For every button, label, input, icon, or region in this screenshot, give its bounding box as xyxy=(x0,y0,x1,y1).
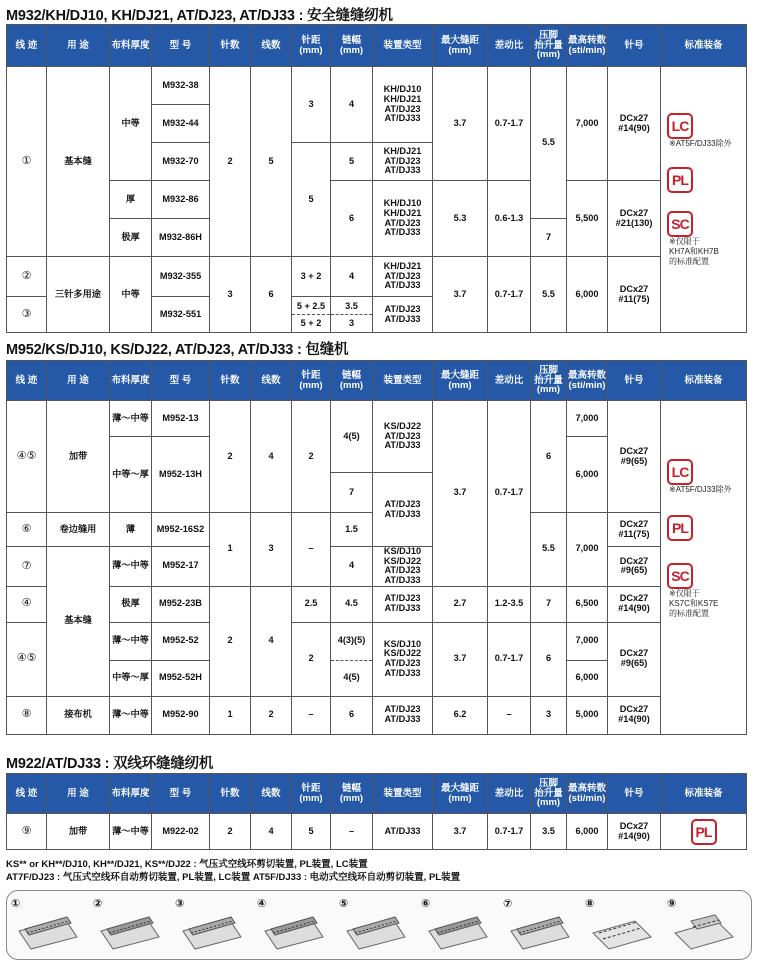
device-cell: AT/DJ23 AT/DJ33 xyxy=(373,473,433,547)
model-cell: M952-52H xyxy=(152,660,210,696)
th-trace: 线 迹 xyxy=(7,774,47,814)
threads-cell: 4 xyxy=(251,814,292,850)
needle-cell: DCx27 #21(130) xyxy=(608,181,661,257)
diff-cell: 0.7-1.7 xyxy=(488,67,531,181)
stitch-illustration xyxy=(585,897,655,955)
fabric-cell: 薄～中等 xyxy=(110,547,152,587)
width-cell: 6 xyxy=(331,181,373,257)
needle-cell: DCx27 #9(65) xyxy=(608,401,661,513)
width-cell: 1.5 xyxy=(331,513,373,547)
th-fabric: 布料厚度 xyxy=(110,774,152,814)
needles-cell: 2 xyxy=(210,67,251,257)
stitch-number: ⑥ xyxy=(421,898,431,910)
max-stitch-cell: 2.7 xyxy=(433,586,488,622)
stitch-len-cell xyxy=(292,297,331,333)
stitch-number: ④ xyxy=(257,898,267,910)
model-cell: M932-355 xyxy=(152,257,210,297)
fabric-cell: 薄 xyxy=(110,513,152,547)
needles-cell: 1 xyxy=(210,513,251,587)
header-row xyxy=(7,361,747,401)
std-equipment-cell xyxy=(661,401,747,735)
use-cell: 加带 xyxy=(47,814,110,850)
th-std: 标准装备 xyxy=(661,774,747,814)
th-model: 型 号 xyxy=(152,25,210,67)
th-speed: 最高转数 (sti/min) xyxy=(567,25,608,67)
stitch-illustration xyxy=(11,897,81,955)
width-cell: 4 xyxy=(331,547,373,587)
th-use: 用 途 xyxy=(47,25,110,67)
th-stitch-len: 针距 (mm) xyxy=(292,774,331,814)
stitch-illustration xyxy=(339,897,409,955)
stitch-number: ⑧ xyxy=(585,898,595,910)
width-cell: 4(3)(5) xyxy=(331,622,373,660)
trace-cell: ⑥ xyxy=(7,513,47,547)
diff-cell: 0.7-1.7 xyxy=(488,814,531,850)
fabric-cell: 薄～中等 xyxy=(110,401,152,437)
sc-note: ※仅限于 KH7A和KH7B 的标准配置 xyxy=(669,237,719,266)
stitch-fabric-icon xyxy=(589,903,655,955)
needle-cell: DCx27 #9(65) xyxy=(608,622,661,696)
stitch-number: ⑦ xyxy=(503,898,513,910)
stitch-illustration xyxy=(175,897,245,955)
pl-badge-icon: PL xyxy=(667,515,693,541)
max-stitch-cell: 3.7 xyxy=(433,257,488,333)
th-fabric: 布料厚度 xyxy=(110,25,152,67)
max-stitch-cell: 3.7 xyxy=(433,814,488,850)
th-width: 链幅 (mm) xyxy=(331,774,373,814)
model-cell: M952-16S2 xyxy=(152,513,210,547)
needles-cell: 2 xyxy=(210,586,251,696)
threads-cell: 4 xyxy=(251,586,292,696)
device-cell: KS/DJ10 KS/DJ22 AT/DJ23 AT/DJ33 xyxy=(373,622,433,696)
device-cell: KS/DJ22 AT/DJ23 AT/DJ33 xyxy=(373,401,433,473)
sc-badge-icon: SC xyxy=(667,211,693,237)
th-trace: 线 迹 xyxy=(7,361,47,401)
speed-cell: 5,500 xyxy=(567,181,608,257)
fabric-cell: 极厚 xyxy=(110,219,152,257)
stitch-len-value: 5 + 2 xyxy=(300,317,322,328)
table-row xyxy=(7,401,747,437)
header-row xyxy=(7,25,747,67)
stitch-illustration xyxy=(421,897,491,955)
speed-cell: 6,000 xyxy=(567,814,608,850)
stitch-len-cell: 3 + 2 xyxy=(292,257,331,297)
trace-cell: ⑧ xyxy=(7,696,47,734)
stitch-illustration xyxy=(257,897,327,955)
model-cell: M932-44 xyxy=(152,105,210,143)
stitch-fabric-icon xyxy=(343,903,409,955)
lc-note: ※AT5F/DJ33除外 xyxy=(669,139,732,148)
th-stitch-len: 针距 (mm) xyxy=(292,361,331,401)
lift-cell: 5.5 xyxy=(531,257,567,333)
use-cell: 基本缝 xyxy=(47,67,110,257)
model-cell: M952-13 xyxy=(152,401,210,437)
max-stitch-cell: 3.7 xyxy=(433,401,488,587)
th-model: 型 号 xyxy=(152,774,210,814)
th-threads: 线数 xyxy=(251,25,292,67)
th-width: 链幅 (mm) xyxy=(331,361,373,401)
width-value: 3.5 xyxy=(331,298,372,315)
width-cell: – xyxy=(331,814,373,850)
lift-cell: 5.5 xyxy=(531,513,567,587)
th-needles: 针数 xyxy=(210,25,251,67)
th-lift: 压脚 抬升量 (mm) xyxy=(531,774,567,814)
stitch-len-cell: 5 xyxy=(292,143,331,257)
needle-cell: DCx27 #14(90) xyxy=(608,814,661,850)
section-title-m952: M952/KS/DJ10, KS/DJ22, AT/DJ23, AT/DJ33 : 包缝机 xyxy=(6,342,349,358)
needle-cell: DCx27 #9(65) xyxy=(608,547,661,587)
lift-cell: 5.5 xyxy=(531,67,567,219)
needle-cell: DCx27 #11(75) xyxy=(608,257,661,333)
th-lift: 压脚 抬升量 (mm) xyxy=(531,361,567,401)
needle-cell: DCx27 #14(90) xyxy=(608,696,661,734)
lc-note: ※AT5F/DJ33除外 xyxy=(669,485,732,494)
speed-cell: 6,500 xyxy=(567,586,608,622)
width-cell: 4 xyxy=(331,257,373,297)
th-fabric: 布料厚度 xyxy=(110,361,152,401)
speed-cell: 6,000 xyxy=(567,257,608,333)
threads-cell: 2 xyxy=(251,696,292,734)
max-stitch-cell: 6.2 xyxy=(433,696,488,734)
footnote-1: KS** or KH**/DJ10, KH**/DJ21, KS**/DJ22 : 气压式空线环剪切装置, PL装置, LC装置 xyxy=(6,859,368,870)
needle-cell: DCx27 #14(90) xyxy=(608,67,661,181)
th-lift: 压脚 抬升量 (mm) xyxy=(531,25,567,67)
lift-cell: 6 xyxy=(531,401,567,513)
table-row xyxy=(7,586,747,622)
model-cell: M952-23B xyxy=(152,586,210,622)
trace-cell: ⑦ xyxy=(7,547,47,587)
th-needle: 针号 xyxy=(608,361,661,401)
stitch-number: ② xyxy=(93,898,103,910)
pl-badge-icon: PL xyxy=(691,819,717,845)
width-cell: 4 xyxy=(331,67,373,143)
speed-cell: 7,000 xyxy=(567,513,608,587)
th-device: 装置类型 xyxy=(373,361,433,401)
th-max-stitch: 最大缝距 (mm) xyxy=(433,774,488,814)
stitch-len-cell: – xyxy=(292,513,331,587)
speed-cell: 7,000 xyxy=(567,401,608,437)
pl-badge-icon: PL xyxy=(667,167,693,193)
th-std: 标准装备 xyxy=(661,25,747,67)
sc-note: ※仅限于 KS7C和KS7E 的标准配置 xyxy=(669,589,719,618)
lc-badge-icon: LC xyxy=(667,113,693,139)
th-needles: 针数 xyxy=(210,361,251,401)
use-cell: 卷边缝用 xyxy=(47,513,110,547)
table-row xyxy=(7,696,747,734)
std-equipment-cell xyxy=(661,67,747,333)
th-diff: 差动比 xyxy=(488,774,531,814)
th-device: 装置类型 xyxy=(373,25,433,67)
device-cell: KH/DJ10 KH/DJ21 AT/DJ23 AT/DJ33 xyxy=(373,181,433,257)
device-cell: KH/DJ21 AT/DJ23 AT/DJ33 xyxy=(373,143,433,181)
stitch-fabric-icon xyxy=(179,903,245,955)
table-row xyxy=(7,67,747,105)
speed-cell: 6,000 xyxy=(567,437,608,513)
threads-cell: 3 xyxy=(251,513,292,587)
model-cell: M932-38 xyxy=(152,67,210,105)
stitch-illustration xyxy=(667,897,737,955)
std-equipment-cell xyxy=(661,814,747,850)
width-cell: 4(5) xyxy=(331,660,373,696)
table-row xyxy=(7,814,747,850)
use-cell: 加带 xyxy=(47,401,110,513)
th-needle: 针号 xyxy=(608,25,661,67)
fabric-cell: 中等 xyxy=(110,67,152,181)
stitch-illustration xyxy=(503,897,573,955)
th-speed: 最高转数 (sti/min) xyxy=(567,361,608,401)
lift-cell: 3.5 xyxy=(531,814,567,850)
trace-cell: ④⑤ xyxy=(7,401,47,513)
fabric-cell: 厚 xyxy=(110,181,152,219)
stitch-illustration xyxy=(93,897,163,955)
diff-cell: 0.7-1.7 xyxy=(488,257,531,333)
width-cell xyxy=(331,297,373,333)
width-cell: 4.5 xyxy=(331,586,373,622)
sc-badge-group xyxy=(667,211,745,267)
th-trace: 线 迹 xyxy=(7,25,47,67)
stitch-fabric-icon xyxy=(97,903,163,955)
model-cell: M952-13H xyxy=(152,437,210,513)
table-row xyxy=(7,547,747,587)
stitch-len-cell: 5 xyxy=(292,814,331,850)
width-cell: 7 xyxy=(331,473,373,513)
needle-cell: DCx27 #14(90) xyxy=(608,586,661,622)
stitch-fabric-icon xyxy=(261,903,327,955)
device-cell: AT/DJ23 AT/DJ33 xyxy=(373,586,433,622)
width-cell: 4(5) xyxy=(331,401,373,473)
header-row xyxy=(7,774,747,814)
lc-badge-group xyxy=(667,113,745,149)
table-row xyxy=(7,257,747,297)
th-width: 链幅 (mm) xyxy=(331,25,373,67)
th-needles: 针数 xyxy=(210,774,251,814)
stitch-len-cell: 3 xyxy=(292,67,331,143)
table-m922 xyxy=(6,773,747,850)
table-m952 xyxy=(6,360,747,735)
model-cell: M952-52 xyxy=(152,622,210,660)
speed-cell: 6,000 xyxy=(567,660,608,696)
model-cell: M952-90 xyxy=(152,696,210,734)
speed-cell: 7,000 xyxy=(567,622,608,660)
stitch-fabric-icon xyxy=(507,903,573,955)
device-cell: AT/DJ23 AT/DJ33 xyxy=(373,696,433,734)
stitch-len-value: 5 + 2.5 xyxy=(292,298,330,315)
th-max-stitch: 最大缝距 (mm) xyxy=(433,361,488,401)
fabric-cell: 中等～厚 xyxy=(110,437,152,513)
fabric-cell: 薄～中等 xyxy=(110,814,152,850)
lc-badge-group xyxy=(667,459,745,495)
lift-cell: 6 xyxy=(531,622,567,696)
stitch-fabric-icon xyxy=(15,903,81,955)
trace-cell: ③ xyxy=(7,297,47,333)
th-stitch-len: 针距 (mm) xyxy=(292,25,331,67)
max-stitch-cell: 3.7 xyxy=(433,67,488,181)
th-std: 标准装备 xyxy=(661,361,747,401)
th-threads: 线数 xyxy=(251,361,292,401)
stitch-len-cell: 2.5 xyxy=(292,586,331,622)
needle-cell: DCx27 #11(75) xyxy=(608,513,661,547)
fabric-cell: 中等～厚 xyxy=(110,660,152,696)
stitch-number: ⑤ xyxy=(339,898,349,910)
trace-cell: ④ xyxy=(7,586,47,622)
table-row xyxy=(7,181,747,219)
fabric-cell: 中等 xyxy=(110,257,152,333)
fabric-cell: 薄～中等 xyxy=(110,622,152,660)
model-cell: M932-551 xyxy=(152,297,210,333)
model-cell: M932-86H xyxy=(152,219,210,257)
stitch-fabric-icon xyxy=(671,903,737,955)
stitch-number: ③ xyxy=(175,898,185,910)
trace-cell: ② xyxy=(7,257,47,297)
th-speed: 最高转数 (sti/min) xyxy=(567,774,608,814)
threads-cell: 4 xyxy=(251,401,292,513)
trace-cell: ⑨ xyxy=(7,814,47,850)
th-use: 用 途 xyxy=(47,361,110,401)
max-stitch-cell: 3.7 xyxy=(433,622,488,696)
speed-cell: 5,000 xyxy=(567,696,608,734)
device-cell: AT/DJ23 AT/DJ33 xyxy=(373,297,433,333)
width-cell: 5 xyxy=(331,143,373,181)
width-value: 3 xyxy=(348,317,355,328)
th-device: 装置类型 xyxy=(373,774,433,814)
diff-cell: 0.7-1.7 xyxy=(488,401,531,587)
stitch-fabric-icon xyxy=(425,903,491,955)
table-row xyxy=(7,622,747,660)
device-cell: KH/DJ10 KH/DJ21 AT/DJ23 AT/DJ33 xyxy=(373,67,433,143)
table-m932 xyxy=(6,24,747,333)
lift-cell: 7 xyxy=(531,219,567,257)
needles-cell: 2 xyxy=(210,401,251,513)
lift-cell: 7 xyxy=(531,586,567,622)
model-cell: M922-02 xyxy=(152,814,210,850)
th-threads: 线数 xyxy=(251,774,292,814)
diff-cell: 1.2-3.5 xyxy=(488,586,531,622)
diff-cell: – xyxy=(488,696,531,734)
stitch-len-cell: 2 xyxy=(292,622,331,696)
th-diff: 差动比 xyxy=(488,25,531,67)
pl-badge-group xyxy=(667,167,745,193)
th-use: 用 途 xyxy=(47,774,110,814)
th-model: 型 号 xyxy=(152,361,210,401)
stitch-len-cell: – xyxy=(292,696,331,734)
use-cell: 基本缝 xyxy=(47,547,110,697)
stitch-number: ⑨ xyxy=(667,898,677,910)
model-cell: M932-86 xyxy=(152,181,210,219)
diff-cell: 0.7-1.7 xyxy=(488,622,531,696)
needles-cell: 1 xyxy=(210,696,251,734)
needles-cell: 3 xyxy=(210,257,251,333)
use-cell: 三针多用途 xyxy=(47,257,110,333)
trace-cell: ① xyxy=(7,67,47,257)
fabric-cell: 薄～中等 xyxy=(110,696,152,734)
model-cell: M932-70 xyxy=(152,143,210,181)
device-cell: KH/DJ21 AT/DJ23 AT/DJ33 xyxy=(373,257,433,297)
pl-badge-group xyxy=(667,515,745,541)
stitch-illustration-strip xyxy=(6,890,752,960)
sc-badge-group xyxy=(667,563,745,619)
lc-badge-icon: LC xyxy=(667,459,693,485)
width-cell: 6 xyxy=(331,696,373,734)
fabric-cell: 极厚 xyxy=(110,586,152,622)
th-needle: 针号 xyxy=(608,774,661,814)
diff-cell: 0.6-1.3 xyxy=(488,181,531,257)
stitch-len-cell: 2 xyxy=(292,401,331,513)
max-stitch-cell: 5.3 xyxy=(433,181,488,257)
sc-badge-icon: SC xyxy=(667,563,693,589)
th-max-stitch: 最大缝距 (mm) xyxy=(433,25,488,67)
trace-cell: ④⑤ xyxy=(7,622,47,696)
threads-cell: 6 xyxy=(251,257,292,333)
section-title-m932: M932/KH/DJ10, KH/DJ21, AT/DJ23, AT/DJ33 : 安全缝缝纫机 xyxy=(6,8,393,24)
speed-cell: 7,000 xyxy=(567,67,608,181)
th-diff: 差动比 xyxy=(488,361,531,401)
device-cell: KS/DJ10 KS/DJ22 AT/DJ23 AT/DJ33 xyxy=(373,547,433,587)
model-cell: M952-17 xyxy=(152,547,210,587)
lift-cell: 3 xyxy=(531,696,567,734)
use-cell: 接布机 xyxy=(47,696,110,734)
section-title-m922: M922/AT/DJ33 : 双线环缝缝纫机 xyxy=(6,756,214,772)
stitch-number: ① xyxy=(11,898,21,910)
device-cell: AT/DJ33 xyxy=(373,814,433,850)
footnote-2: AT7F/DJ23 : 气压式空线环自动剪切装置, PL装置, LC装置 AT5F/DJ33 : 电动式空线环自动剪切装置, PL装置 xyxy=(6,872,461,883)
needles-cell: 2 xyxy=(210,814,251,850)
threads-cell: 5 xyxy=(251,67,292,257)
